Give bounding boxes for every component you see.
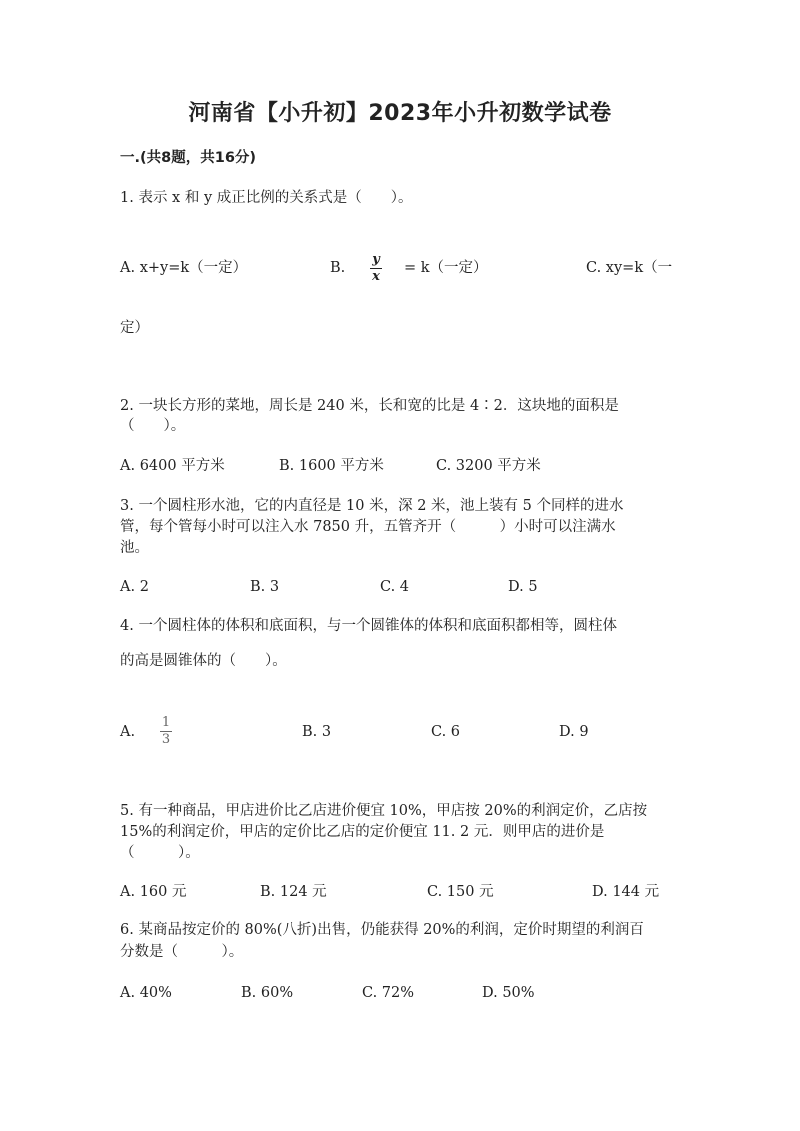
question-4-option-a-label: A.	[120, 724, 136, 740]
question-3-stem-line-1: 3. 一个圆柱形水池，它的内直径是 10 米，深 2 米，池上装有 5 个同样的进水	[120, 498, 624, 514]
question-5-stem-line-2: 15%的利润定价，甲店的定价比乙店的定价便宜 11. 2 元．则甲店的进价是	[120, 824, 605, 840]
question-5-option-a: A. 160 元	[120, 884, 187, 900]
question-1-option-c-wrap: 定）	[120, 320, 149, 336]
question-1-option-a: A. x+y=k（一定）	[120, 260, 248, 276]
question-6-option-c: C. 72%	[362, 985, 415, 1001]
question-1-option-b-fraction	[370, 253, 382, 284]
question-6-stem-line-2: 分数是（ ）。	[120, 944, 244, 960]
question-5-stem-line-3: （ ）。	[120, 845, 200, 861]
question-5-option-d: D. 144 元	[592, 884, 660, 900]
question-5-stem-line-1: 5. 有一种商品，甲店进价比乙店进价便宜 10%，甲店按 20%的利润定价，乙店按	[120, 803, 648, 819]
question-1-option-c: C. xy=k（一	[586, 260, 673, 276]
question-2-option-b: B. 1600 平方米	[279, 458, 384, 474]
question-1-option-b-rest: = k（一定）	[404, 260, 488, 276]
question-3-option-d: D. 5	[508, 579, 538, 595]
question-4-option-b: B. 3	[302, 724, 332, 740]
question-3-stem-line-2: 管，每个管每小时可以注入水 7850 升，五管齐开（ ）小时可以注满水	[120, 519, 616, 535]
question-5-option-c: C. 150 元	[427, 884, 494, 900]
page-title: 河南省【小升初】2023年小升初数学试卷	[188, 101, 612, 126]
fraction-denominator: 3	[161, 732, 171, 747]
question-3-option-c: C. 4	[380, 579, 410, 595]
question-6-option-a: A. 40%	[120, 985, 172, 1001]
question-3-option-b: B. 3	[250, 579, 280, 595]
question-3-option-a: A. 2	[120, 579, 149, 595]
question-4-option-c: C. 6	[431, 724, 461, 740]
question-1-stem: 1. 表示 x 和 y 成正比例的关系式是（ ）。	[120, 190, 413, 206]
question-2-stem-line-1: 2. 一块长方形的菜地，周长是 240 米，长和宽的比是 4∶2．这块地的面积是	[120, 398, 619, 414]
question-4-stem-line-2: 的高是圆锥体的（ ）。	[120, 653, 287, 669]
question-6-option-b: B. 60%	[241, 985, 294, 1001]
question-5-option-b: B. 124 元	[260, 884, 327, 900]
fraction-denominator: x	[372, 269, 380, 284]
question-6-option-d: D. 50%	[482, 985, 535, 1001]
question-1-option-b-label: B.	[330, 260, 346, 276]
fraction-numerator: 1	[161, 715, 171, 730]
question-3-stem-line-3: 池。	[120, 540, 149, 556]
question-4-option-d: D. 9	[559, 724, 589, 740]
question-2-option-c: C. 3200 平方米	[436, 458, 541, 474]
fraction-numerator: y	[372, 252, 380, 267]
section-heading: 一.(共8题，共16分)	[120, 150, 257, 166]
question-4-option-a-fraction	[160, 716, 172, 747]
question-4-stem-line-1: 4. 一个圆柱体的体积和底面积，与一个圆锥体的体积和底面积都相等，圆柱体	[120, 618, 617, 634]
question-2-stem-line-2: （ ）。	[120, 418, 186, 434]
question-2-option-a: A. 6400 平方米	[120, 458, 225, 474]
question-6-stem-line-1: 6. 某商品按定价的 80%(八折)出售，仍能获得 20%的利润，定价时期望的利润百	[120, 922, 644, 938]
